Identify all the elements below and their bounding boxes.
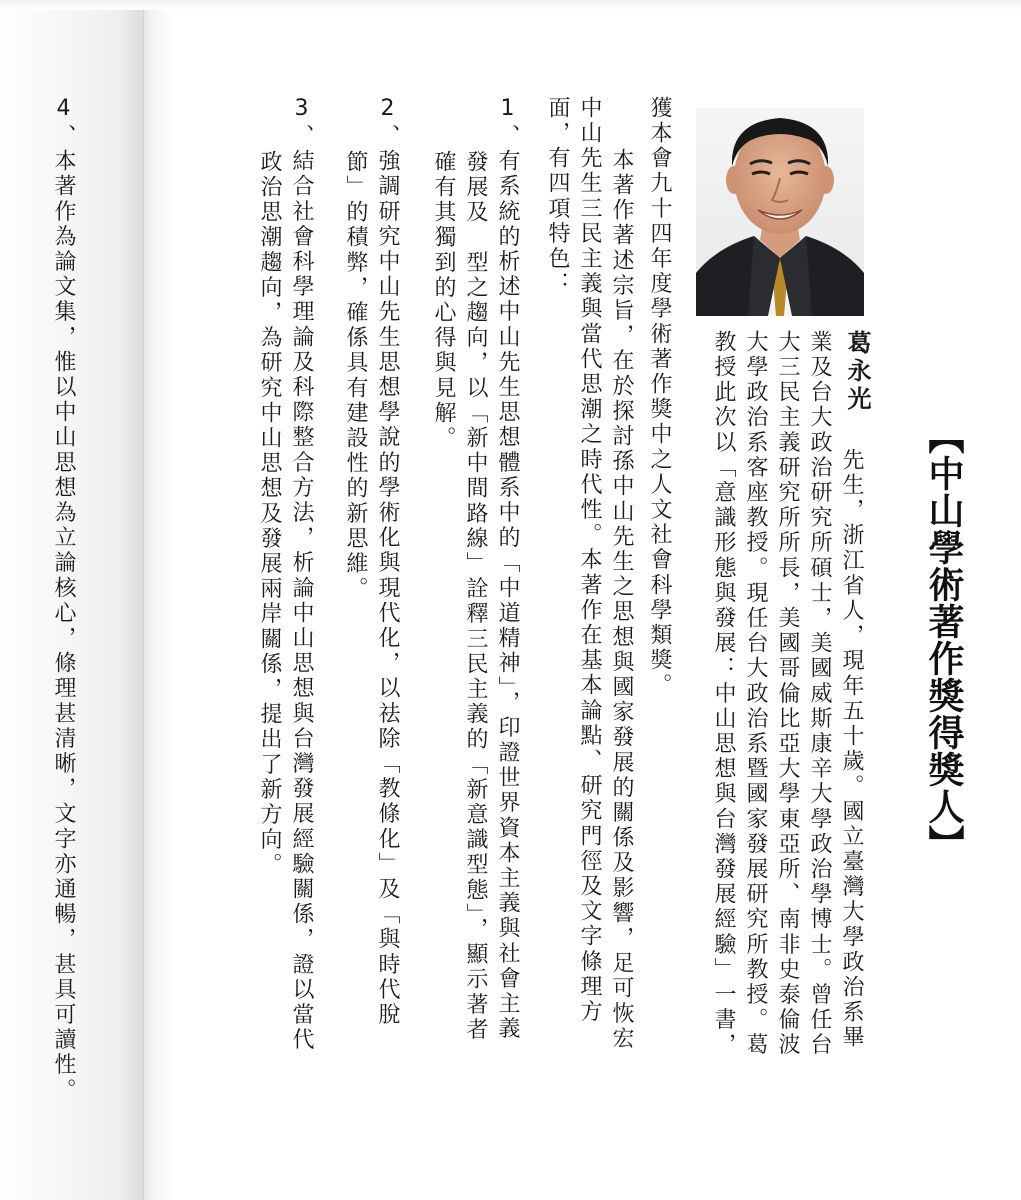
intro-line-4: 大學政治系客座教授。現任台大政治系暨國家發展研究所教授。葛: [743, 330, 768, 1058]
intro-line-2: 業及台大政治研究所碩士，美國威斯康辛大學政治學博士。曾任台: [807, 330, 832, 1058]
feature-1-line-3: 確有其獨到的心得與見解。: [431, 150, 456, 452]
body-line-1: 本著作著述宗旨，在於探討孫中山先生之思想與國家發展的關係及影響，足可恢宏: [609, 148, 634, 1052]
page-gutter-shadow: [0, 0, 200, 1200]
feature-4-line-1: 4、本著作為論文集，惟以中山思想為立論核心，條理甚清晰，文字亦通暢，甚具可讀性。: [51, 96, 76, 1103]
feature-1-line-1: 1、有系統的析述中山先生思想體系中的「中道精神」，印證世界資本主義與社會主義: [495, 96, 520, 1042]
intro-line-3: 大三民主義研究所所長，美國哥倫比亞大學東亞所、南非史泰倫波: [775, 330, 800, 1058]
feature-2-line-2: 節」的積弊，確係具有建設性的新思維。: [343, 150, 368, 602]
intro-line-5: 教授此次以「意識形態與發展：中山思想與台灣發展經驗」一書，: [711, 330, 736, 1058]
author-portrait: [696, 108, 864, 316]
body-line-3: 面，有四項特色：: [545, 96, 570, 297]
author-name: 葛永光: [843, 330, 872, 414]
body-line-2: 中山先生三民主義與當代思潮之時代性。本著作在基本論點、研究門徑及文字條理方: [577, 96, 602, 1025]
feature-3-line-1: 3、結合社會科學理論及科際整合方法，析論中山思想與台灣發展經驗關係，證以當代: [289, 96, 314, 1053]
feature-1-line-2: 發展及 型之趨向，以「新中間路線」詮釋三民主義的「新意識型態」，顯示著者: [463, 150, 488, 1043]
page-title: 【中山學術著作獎得獎人】: [923, 418, 964, 862]
feature-3-line-2: 政治思潮趨向，為研究中山思想及發展兩岸關係，提出了新方向。: [257, 150, 282, 878]
intro-line-1: 先生，浙江省人，現年五十歲。國立臺灣大學政治系畢: [839, 448, 864, 1051]
feature-2-line-1: 2、強調研究中山先生思想學說的學術化與現代化，以祛除「教條化」及「與時代脫: [375, 96, 400, 1028]
page-gutter-line: [142, 0, 144, 1200]
intro-line-6: 獲本會九十四年度學術著作獎中之人文社會科學類獎。: [647, 96, 672, 699]
page-top-edge: [0, 0, 1021, 10]
